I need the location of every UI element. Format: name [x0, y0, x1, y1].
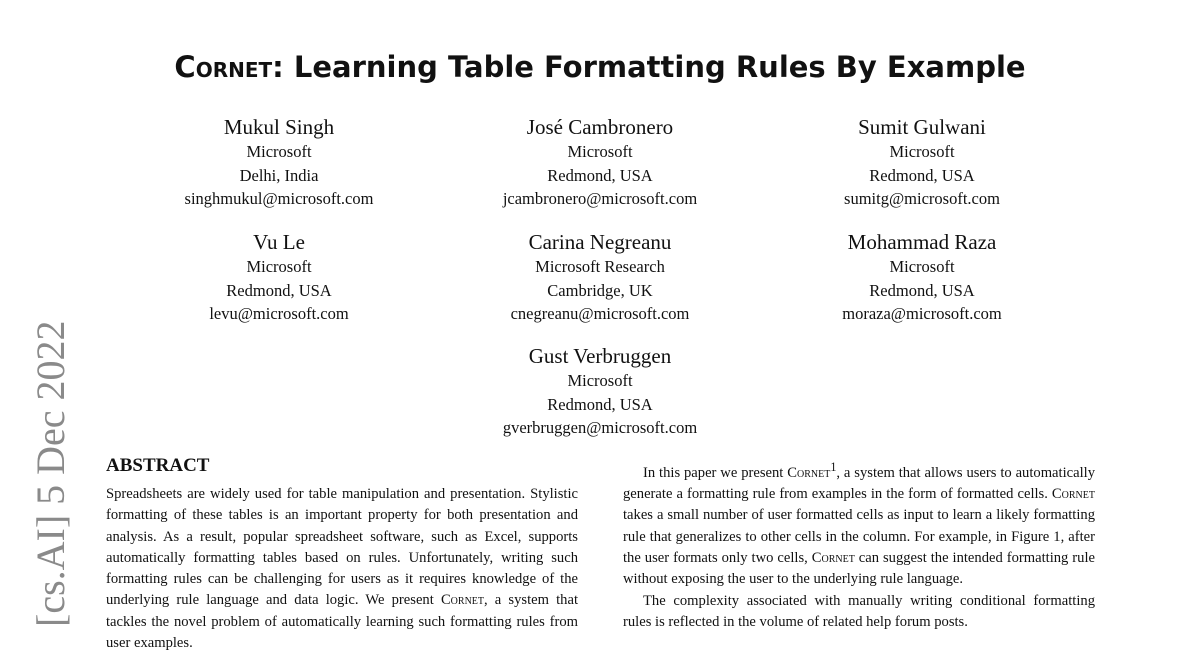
title-rest: : Learning Table Formatting Rules By Example	[272, 50, 1026, 84]
arxiv-stamp-text: [cs.AI] 5 Dec 2022	[28, 320, 73, 627]
author-name: Vu Le	[253, 230, 305, 254]
author-email: jcambronero@microsoft.com	[502, 189, 698, 208]
author-email: gverbruggen@microsoft.com	[502, 418, 698, 437]
author-email: sumitg@microsoft.com	[844, 189, 1000, 208]
author-location: Redmond, USA	[226, 280, 332, 300]
author-affiliation: Microsoft	[246, 142, 312, 161]
author-location: Redmond, USA	[547, 394, 653, 414]
author-email: singhmukul@microsoft.com	[184, 189, 374, 208]
author-affiliation: Microsoft	[889, 257, 955, 276]
abstract-text-2: , a system that tackles the novel problem of automatically learning such formatting rules from user examples.	[106, 592, 579, 652]
abstract-paragraph	[106, 484, 578, 654]
author-name: Mohammad Raza	[847, 230, 997, 254]
author-block	[450, 343, 750, 440]
arxiv-stamp	[26, 320, 76, 638]
intro-paragraph-2: The complexity associated with manually writing conditional formatting rules is reflected in the volume of related help forum posts.	[623, 592, 1095, 630]
intro-p1-b: , a system that allows users to automatically generate a formatting rule from examples in the form of formatted cells.	[623, 464, 1095, 503]
abstract-heading: ABSTRACT	[106, 455, 210, 476]
author-block	[450, 114, 750, 211]
author-block	[450, 229, 750, 326]
author-location: Redmond, USA	[547, 165, 653, 185]
author-affiliation: Microsoft	[889, 142, 955, 161]
intro-system-name-3: Cornet	[811, 550, 855, 567]
intro-paragraph-1	[623, 457, 1095, 591]
abstract-system-name: Cornet	[440, 592, 485, 609]
paper-title	[0, 50, 1200, 84]
author-name: Carina Negreanu	[528, 230, 672, 254]
author-name: Mukul Singh	[223, 115, 335, 139]
author-name: José Cambronero	[526, 115, 674, 139]
author-affiliation: Microsoft	[567, 142, 633, 161]
author-email: cnegreanu@microsoft.com	[510, 304, 690, 323]
abstract-body	[106, 484, 578, 654]
author-location: Redmond, USA	[869, 280, 975, 300]
intro-p1-c: takes a small number of user formatted cells as input to learn a likely formatting rule that generalizes to other cells in the column. For example, in Figure 1, after the user formats only two cells,	[623, 507, 1095, 567]
intro-p1-a: In this paper we present	[643, 464, 788, 481]
author-affiliation: Microsoft Research	[535, 257, 665, 276]
author-block	[129, 229, 429, 326]
intro-p1-d: can suggest the intended formatting rule without exposing the user to the underlying rule language.	[623, 550, 1095, 588]
author-block	[772, 114, 1072, 211]
intro-system-name: Cornet	[787, 464, 831, 481]
author-location: Delhi, India	[239, 165, 319, 185]
author-block	[129, 114, 429, 211]
author-email: levu@microsoft.com	[209, 304, 349, 323]
abstract-text-1: Spreadsheets are widely used for table manipulation and presentation. Stylistic formatting of these tables is an important property for both presentation and analysis. As a result, popular spreadsheet software, such as Excel, supports automatically formatting tables based on rules. Unfortunately, writing such formatting rules can be challenging for users as it requires knowledge of the underlying rule language and data logic. We present	[106, 486, 578, 609]
author-affiliation: Microsoft	[246, 257, 312, 276]
author-location: Redmond, USA	[869, 165, 975, 185]
author-name: Gust Verbruggen	[528, 344, 672, 368]
intro-body	[623, 457, 1095, 633]
title-system-name: Cornet	[174, 50, 273, 84]
intro-system-name-2: Cornet	[1051, 486, 1095, 503]
author-location: Cambridge, UK	[547, 280, 653, 300]
footnote-marker: 1	[830, 460, 837, 474]
author-name: Sumit Gulwani	[858, 115, 986, 139]
author-block	[772, 229, 1072, 326]
author-affiliation: Microsoft	[567, 371, 633, 390]
author-email: moraza@microsoft.com	[842, 304, 1002, 323]
